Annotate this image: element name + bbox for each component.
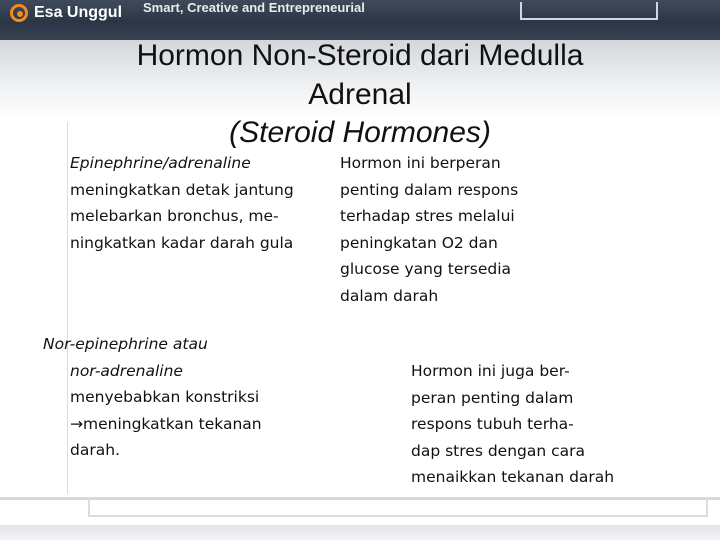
text-line: melebarkan bronchus, me-: [70, 207, 279, 225]
text-line: menaikkan tekanan darah: [411, 468, 615, 486]
tagline: Smart, Creative and Entrepreneurial: [143, 0, 365, 15]
text-line: peningkatan O2 dan: [340, 233, 498, 252]
header-banner: [0, 0, 720, 40]
text-line: Hormon ini berperan: [340, 154, 501, 172]
footer-bar: [0, 525, 720, 540]
text-line: glucose yang tersedia: [340, 260, 512, 278]
text-line: terhadap stres melalui: [340, 207, 515, 225]
text-line-content: meningkatkan tekanan: [83, 414, 262, 433]
slide-subtitle: (Steroid Hormones): [229, 116, 491, 149]
footer-decorative-frame: [88, 497, 708, 517]
norepinephrine-role-text: [411, 358, 614, 491]
epinephrine-effects-text: [70, 150, 294, 256]
epinephrine-heading: Epinephrine/adrenaline: [70, 154, 251, 172]
right-arrow-icon: →: [70, 414, 83, 433]
header-decorative-frame: [520, 2, 658, 20]
text-line: dap stres dengan cara: [411, 441, 586, 460]
norepinephrine-effects-text: [43, 331, 262, 464]
text-line: Hormon ini juga ber-: [411, 362, 570, 380]
text-line: ningkatkan kadar darah gula: [70, 233, 294, 252]
slide-title-line-1: Hormon Non-Steroid dari Medulla: [136, 39, 584, 72]
text-line: dalam darah: [340, 286, 439, 305]
text-line: meningkatkan detak jantung: [70, 180, 294, 199]
text-line: respons tubuh terha-: [411, 415, 574, 433]
esa-unggul-logo-icon: [10, 4, 28, 22]
text-line: darah.: [70, 441, 120, 459]
epinephrine-role-text: [340, 150, 518, 309]
text-line: peran penting dalam: [411, 388, 574, 407]
noradrenaline-heading: nor-adrenaline: [70, 361, 183, 380]
logo-text: Esa Unggul: [34, 4, 123, 21]
slide-title-line-2: Adrenal: [308, 78, 412, 111]
text-line: [43, 411, 262, 438]
logo: [10, 2, 122, 24]
norepinephrine-heading: Nor-epinephrine atau: [43, 335, 208, 353]
text-line: penting dalam respons: [340, 180, 519, 199]
text-line: menyebabkan konstriksi: [70, 388, 260, 406]
